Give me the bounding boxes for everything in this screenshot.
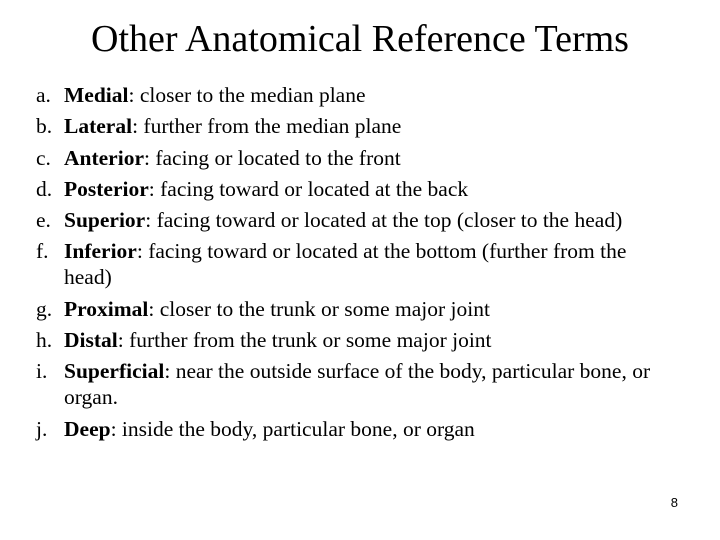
- list-item-text: [64, 416, 676, 442]
- list-item-text: [64, 358, 676, 410]
- list-item-term: Distal: [64, 328, 118, 353]
- list-item-definition: : facing toward or located at the back: [148, 176, 469, 201]
- list-item-term: Superior: [64, 208, 146, 233]
- list-item-letter: j.: [36, 416, 48, 441]
- list-item-term: Superficial: [64, 359, 165, 384]
- list-item-medial: [36, 82, 676, 108]
- list-item-definition: : facing or located to the front: [144, 145, 401, 170]
- list-item-definition: : closer to the median plane: [128, 83, 366, 107]
- list-item-definition: : near the outside surface of the body, particular bone, or organ.: [64, 359, 651, 410]
- list-item-definition: : closer to the trunk or some major joint: [148, 296, 490, 321]
- list-item-deep: [36, 416, 676, 442]
- list-item-term: Posterior: [64, 176, 149, 201]
- list-item-definition: : inside the body, particular bone, or organ: [110, 416, 475, 441]
- list-item-letter: i.: [36, 359, 48, 384]
- list-item-text: [64, 327, 676, 353]
- list-item-definition: : further from the median plane: [132, 114, 402, 139]
- list-item-term: Proximal: [64, 296, 149, 321]
- list-item-distal: [36, 327, 676, 353]
- list-item-letter: g.: [36, 296, 53, 321]
- list-item-letter: f.: [36, 239, 49, 264]
- list-item-text: [64, 207, 676, 233]
- list-item-letter: d.: [36, 176, 53, 201]
- list-item-text: [64, 145, 676, 171]
- list-item-letter: a.: [36, 83, 51, 107]
- list-item-lateral: [36, 113, 676, 139]
- list-item-text: [64, 176, 676, 202]
- list-item-term: Inferior: [64, 239, 137, 264]
- list-item-text: [64, 238, 676, 290]
- list-item-term: Anterior: [64, 145, 144, 170]
- list-item-definition: : facing toward or located at the top (closer to the head): [145, 208, 623, 233]
- list-item-definition: : facing toward or located at the bottom (further from the head): [64, 239, 627, 290]
- list-item-inferior: [36, 238, 676, 290]
- list-item-definition: : further from the trunk or some major joint: [117, 328, 492, 353]
- list-item-text: [64, 82, 676, 108]
- list-item-term: Medial: [64, 83, 129, 107]
- term-list: [36, 82, 676, 447]
- list-item-superficial: [36, 358, 676, 410]
- list-item-term: Deep: [64, 416, 111, 441]
- list-item-anterior: [36, 145, 676, 171]
- list-item-text: [64, 296, 676, 322]
- list-item-letter: c.: [36, 145, 51, 170]
- list-item-text: [64, 113, 676, 139]
- list-item-posterior: [36, 176, 676, 202]
- list-item-letter: e.: [36, 208, 51, 233]
- page-title: Other Anatomical Reference Terms: [91, 18, 629, 60]
- list-item-letter: h.: [36, 328, 53, 353]
- list-item-letter: b.: [36, 114, 53, 139]
- list-item-proximal: [36, 296, 676, 322]
- list-item-term: Lateral: [64, 114, 133, 139]
- list-item-superior: [36, 207, 676, 233]
- page-number: 8: [670, 495, 678, 510]
